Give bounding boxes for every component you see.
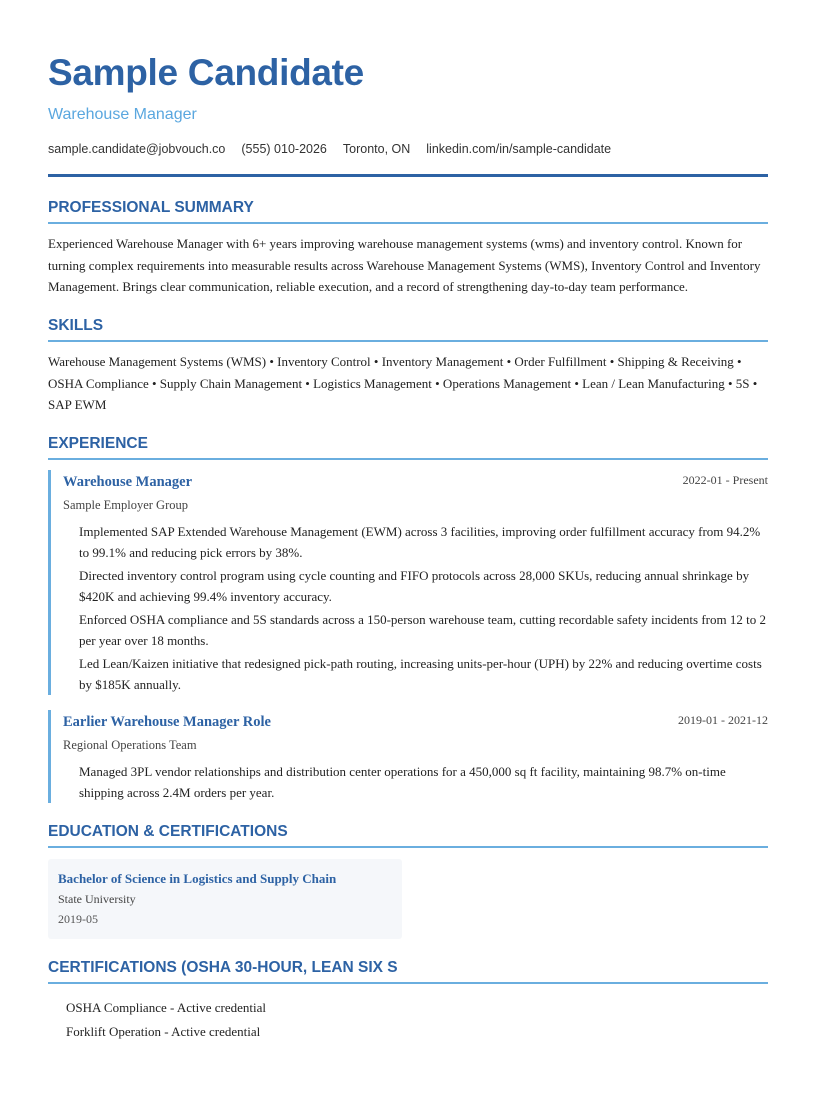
section-heading-skills: SKILLS (48, 317, 768, 342)
job-dates: 2019-01 - 2021-12 (678, 713, 768, 727)
job-bullet: Implemented SAP Extended Warehouse Management (EWM) across 3 facilities, improving order fulfillment accuracy from 94.2% to 99.1% and reducing pick errors by 38%. (79, 524, 761, 560)
certification-list (66, 996, 266, 1044)
candidate-name: Sample Candidate (48, 52, 364, 93)
section-heading-education: EDUCATION & CERTIFICATIONS (48, 823, 768, 848)
summary-text: Experienced Warehouse Manager with 6+ years improving warehouse management systems (wms) and inventory control. Known for turning complex requirements into measurable results across Warehouse Management Systems (WMS), Inventory Control and Inventory Management. Brings clear communication, reliable execution, and a record of strengthening day-to-day team performance. (48, 236, 761, 294)
experience-entry (48, 470, 768, 695)
experience-entry (48, 710, 768, 803)
job-bullet: Directed inventory control program using cycle counting and FIFO protocols across 28,000 SKUs, reducing annual shrinkage by $420K and achieving 99.4% inventory accuracy. (79, 568, 750, 604)
certification-item: OSHA Compliance - Active credential (66, 1000, 267, 1015)
contact-phone: (555) 010-2026 (241, 142, 327, 156)
section-heading-summary: PROFESSIONAL SUMMARY (48, 199, 768, 224)
job-employer: Regional Operations Team (63, 738, 197, 752)
contact-location: Toronto, ON (342, 142, 411, 156)
job-bullet: Led Lean/Kaizen initiative that redesigned pick-path routing, increasing units-per-hour (UPH) by 22% and reducing overtime costs by $185K annually. (79, 656, 762, 692)
contact-linkedin[interactable]: linkedin.com/in/sample-candidate (426, 142, 612, 156)
section-heading-certifications: CERTIFICATIONS (OSHA 30-HOUR, LEAN SIX S (48, 959, 768, 984)
contact-email[interactable]: sample.candidate@jobvouch.co (48, 142, 226, 156)
job-dates: 2022-01 - Present (682, 473, 768, 487)
section-heading-experience: EXPERIENCE (48, 435, 768, 460)
skills-text: Warehouse Management Systems (WMS) • Inventory Control • Inventory Management • Order Fulfillment • Shipping & Receiving • OSHA Compliance • Supply Chain Management • Logistics Management • Operations Management • Lean / Lean Manufacturing • 5S • SAP EWM (48, 354, 758, 412)
education-date: 2019-05 (58, 912, 98, 926)
education-card (48, 859, 402, 939)
education-degree: Bachelor of Science in Logistics and Supply Chain (58, 871, 337, 886)
candidate-title: Warehouse Manager (48, 106, 197, 123)
certification-item: Forklift Operation - Active credential (66, 1024, 261, 1039)
job-bullets (79, 522, 769, 698)
job-employer: Sample Employer Group (63, 498, 188, 512)
job-title: Warehouse Manager (63, 474, 193, 490)
job-bullet: Enforced OSHA compliance and 5S standards across a 150-person warehouse team, cutting recordable safety incidents from 12 to 2 per year over 18 months. (79, 612, 766, 648)
job-title: Earlier Warehouse Manager Role (63, 714, 271, 730)
job-bullet: Managed 3PL vendor relationships and distribution center operations for a 450,000 sq ft facility, maintaining 98.7% on-time shipping across 2.4M orders per year. (79, 764, 726, 800)
header-divider (48, 174, 768, 177)
contact-line (48, 142, 611, 156)
job-bullets (79, 762, 769, 806)
education-school: State University (58, 892, 136, 906)
